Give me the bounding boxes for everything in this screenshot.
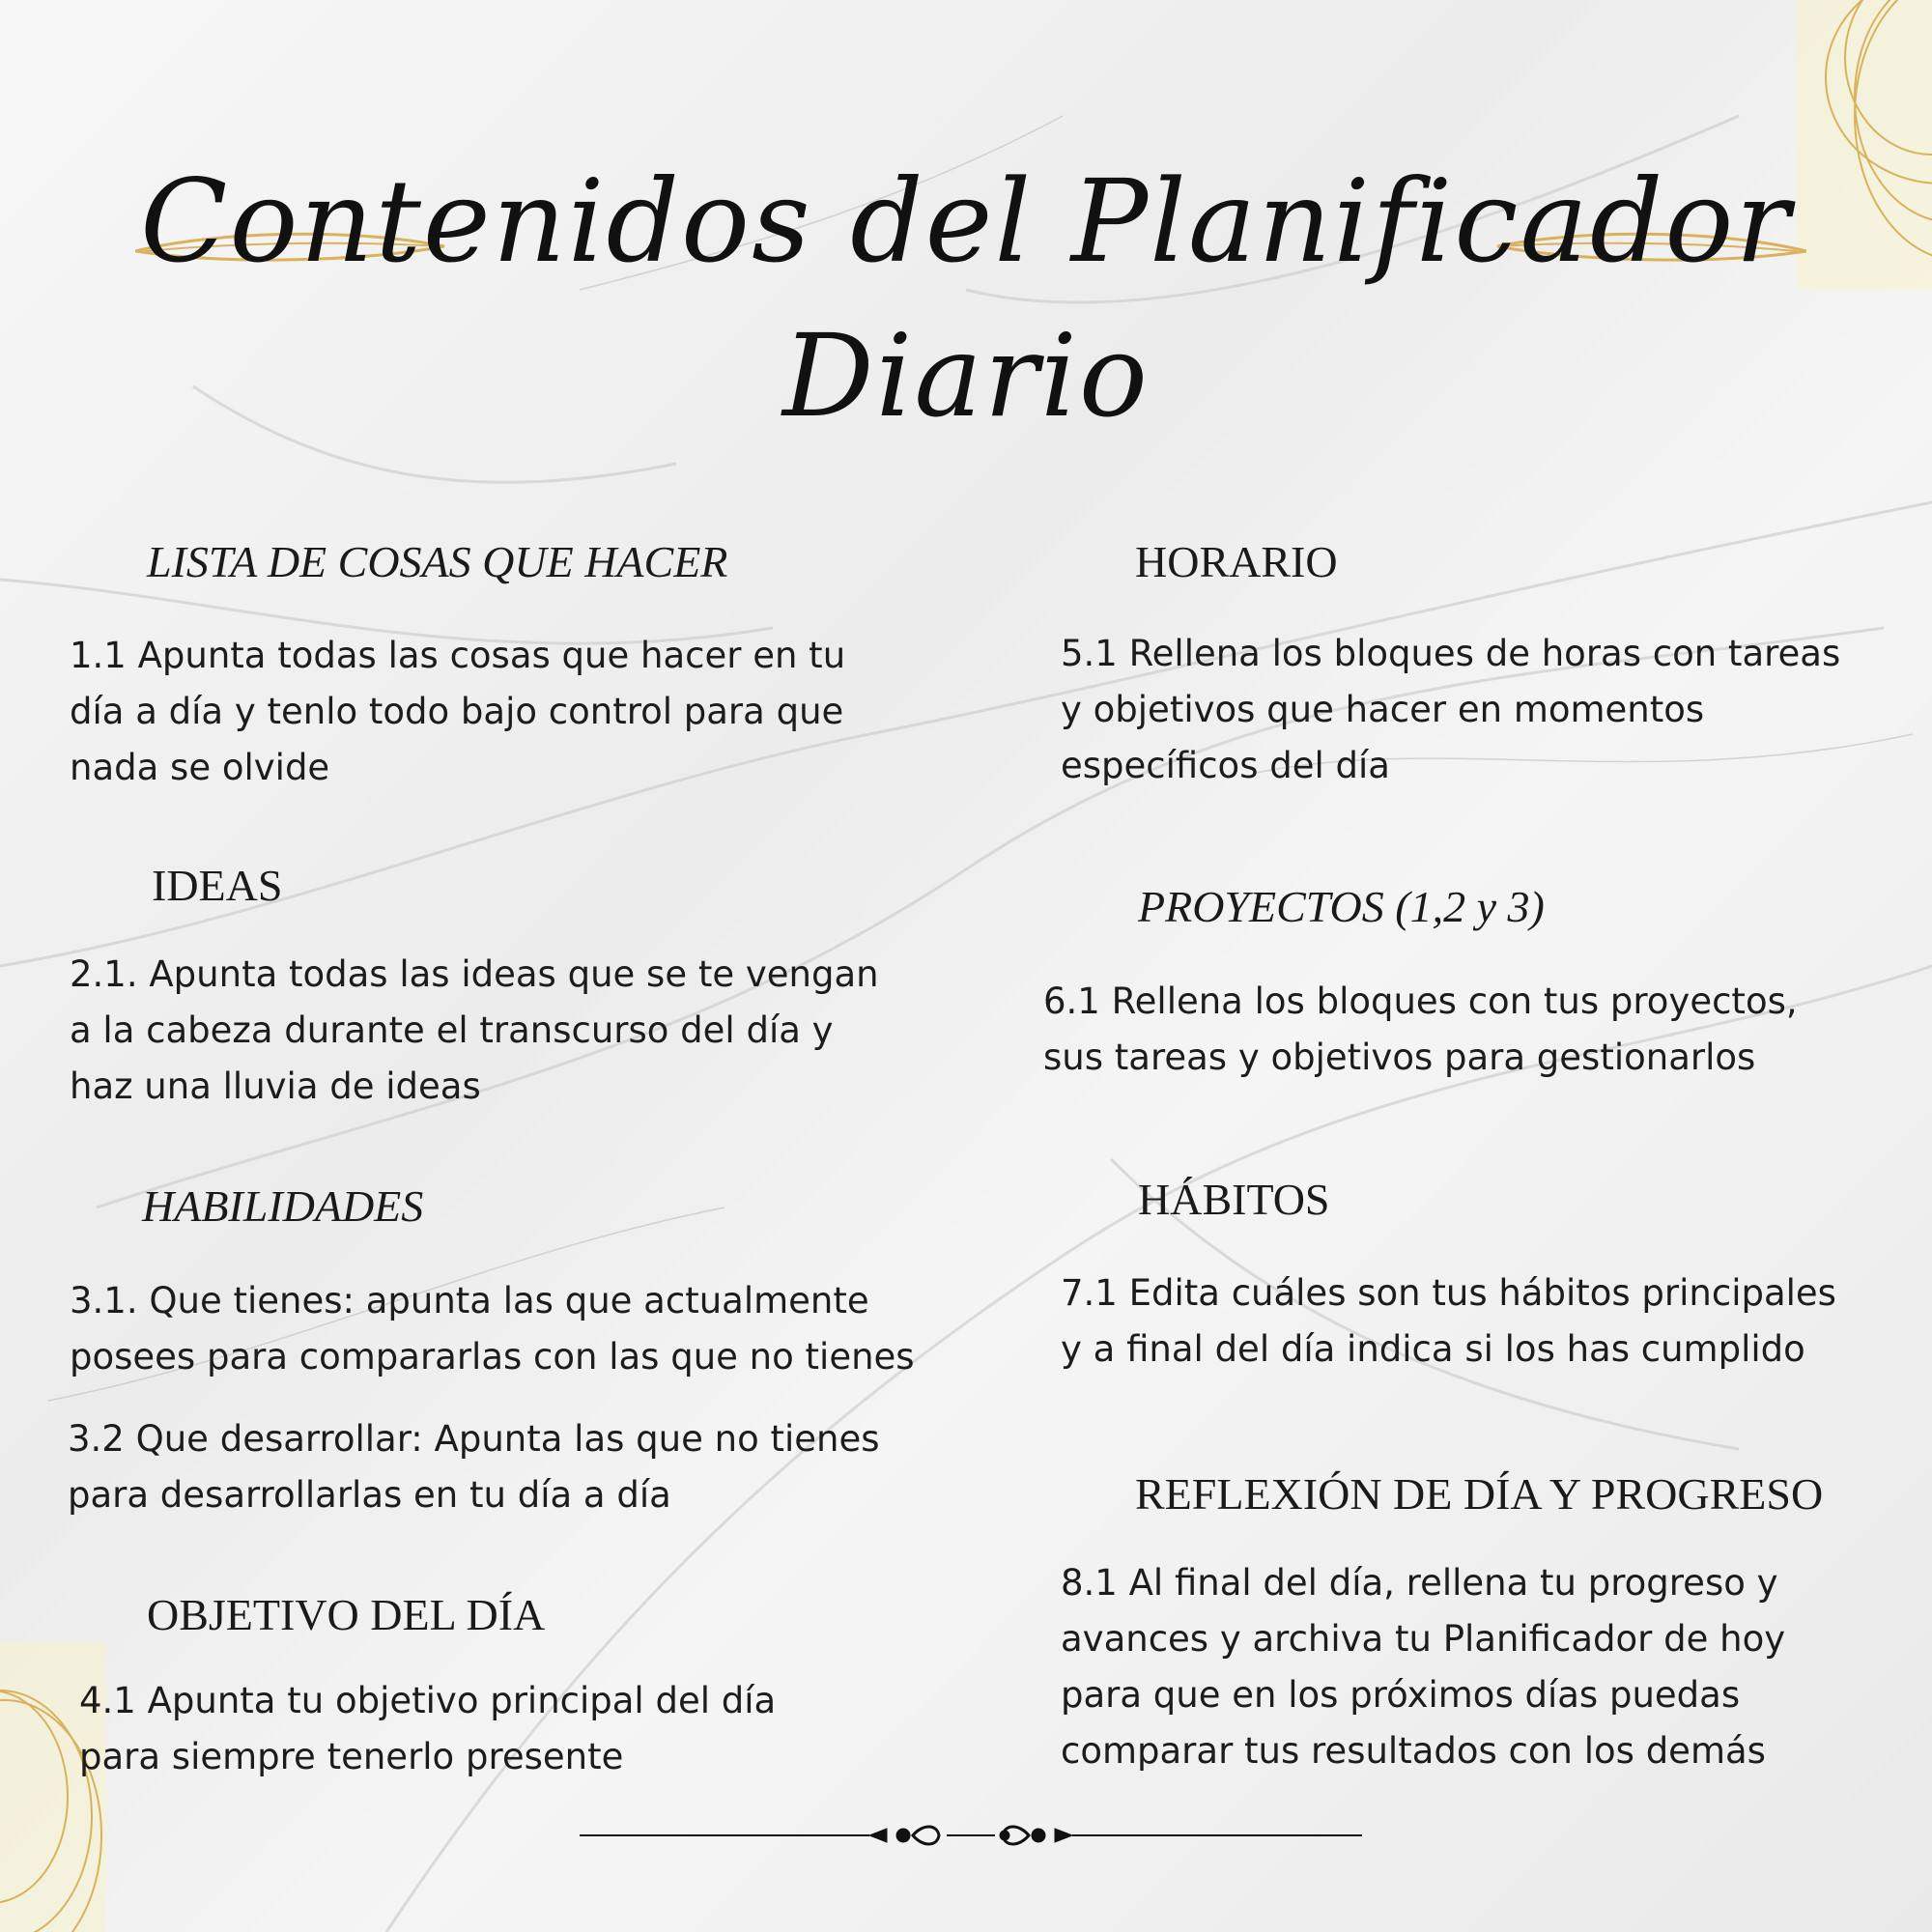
heading-daily-goal: OBJETIVO DEL DÍA <box>147 1590 546 1639</box>
text-projects: 6.1 Rellena los bloques con tus proyectos, sus tareas y objetivos para gestionarlos <box>1043 980 1798 1078</box>
text-ideas: 2.1. Apunta todas las ideas que se te vengan a la cabeza durante el transcurso del día y haz una lluvia de ideas <box>70 953 879 1107</box>
page-title-line1: Contenidos del Planificador <box>140 155 1792 288</box>
ornamental-divider <box>580 1816 1362 1855</box>
heading-todo-list: LISTA DE COSAS QUE HACER <box>147 537 728 586</box>
heading-habits: HÁBITOS <box>1138 1175 1330 1224</box>
title-area <box>0 116 1932 502</box>
heading-projects: PROYECTOS (1,2 y 3) <box>1138 882 1545 931</box>
text-habits: 7.1 Edita cuáles son tus hábitos principales y a final del día indica si los has cumplido <box>1061 1272 1836 1370</box>
heading-ideas: IDEAS <box>152 861 283 910</box>
text-skills-develop: 3.2 Que desarrollar: Apunta las que no tienes para desarrollarlas en tu día a día <box>68 1418 880 1516</box>
text-skills-have: 3.1. Que tienes: apunta las que actualmente posees para compararlas con las que no tienes <box>70 1280 915 1378</box>
text-schedule: 5.1 Rellena los bloques de horas con tareas y objetivos que hacer en momentos específicos del día <box>1061 633 1841 786</box>
text-daily-goal: 4.1 Apunta tu objetivo principal del día para siempre tenerlo presente <box>79 1680 777 1777</box>
page-title-line2: Diario <box>782 309 1150 442</box>
heading-reflection: REFLEXIÓN DE DÍA Y PROGRESO <box>1135 1469 1824 1519</box>
text-todo-list: 1.1 Apunta todas las cosas que hacer en tu día a día y tenlo todo bajo control para que nada se olvide <box>70 635 846 788</box>
heading-schedule: HORARIO <box>1135 537 1338 586</box>
heading-skills: HABILIDADES <box>142 1181 424 1231</box>
text-reflection: 8.1 Al final del día, rellena tu progreso y avances y archiva tu Planificador de hoy para que en los próximos días puedas comparar tus resultados con los demás <box>1061 1562 1786 1772</box>
